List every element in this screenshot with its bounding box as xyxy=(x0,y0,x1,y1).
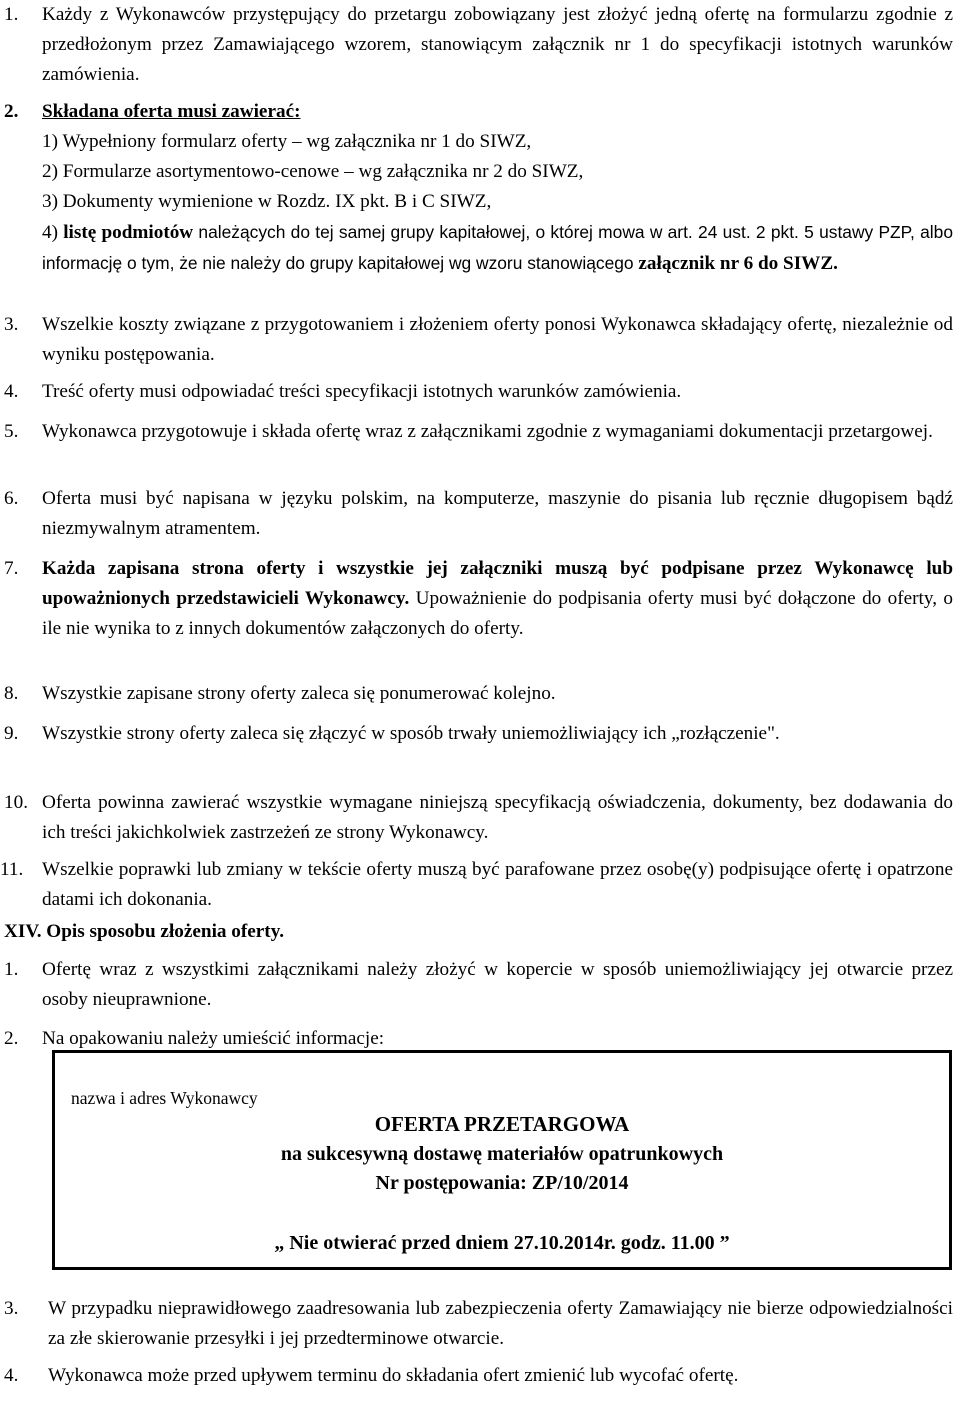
list-item xyxy=(0,719,953,749)
sublist-text: Formularze asortymentowo-cenowe – wg załącznika nr 2 do SIWZ, xyxy=(62,161,584,182)
item-text: Treść oferty musi odpowiadać treści specyfikacji istotnych warunków zamówienia. xyxy=(42,381,682,402)
sublist-number: 4) xyxy=(42,222,58,243)
item-number: 5. xyxy=(4,421,19,442)
item-number: 2. xyxy=(4,101,19,122)
item-text: Wykonawca może przed upływem terminu do składania ofert zmienić lub wycofać ofertę. xyxy=(48,1365,739,1386)
item-text: Wszystkie strony oferty zaleca się złączyć w sposób trwały uniemożliwiający ich „rozłączenie". xyxy=(42,723,780,744)
item-text: Każdy z Wykonawców przystępujący do przetargu zobowiązany jest złożyć jedną ofertę na formularzu zgodnie z przedłożonym przez Zamawiającego wzorem, stanowiącym załącznik nr 1 do specyfikacji istotnych warunków zamówienia. xyxy=(42,4,953,85)
item-number: 3. xyxy=(4,1298,19,1319)
item-text: Oferta powinna zawierać wszystkie wymagane niniejszą specyfikacją oświadczenia, dokumenty, bez dodawania do ich treści jakichkolwiek zastrzeżeń ze strony Wykonawcy. xyxy=(42,792,953,843)
list-item xyxy=(0,679,953,709)
item-text: Wszelkie koszty związane z przygotowaniem i złożeniem oferty ponosi Wykonawca składający ofertę, niezależnie od wyniku postępowania. xyxy=(42,314,953,365)
item-text: Ofertę wraz z wszystkimi załącznikami należy złożyć w kopercie w sposób uniemożliwiający jej otwarcie przez osoby nieuprawnione. xyxy=(42,959,953,1010)
sublist xyxy=(42,127,953,279)
item-text: W przypadku nieprawidłowego zaadresowania lub zabezpieczenia oferty Zamawiający nie bierze odpowiedzialności za złe skierowanie przesyłki i jej przedterminowe otwarcie. xyxy=(48,1298,953,1349)
list-item xyxy=(0,955,953,1015)
item-number: 2. xyxy=(4,1028,19,1049)
sublist-text: Wypełniony formularz oferty – wg załącznika nr 1 do SIWZ, xyxy=(62,131,532,152)
box-subject: na sukcesywną dostawę materiałów opatrunkowych xyxy=(280,1143,724,1165)
item-text: Na opakowaniu należy umieścić informacje: xyxy=(42,1028,385,1049)
list-item xyxy=(0,377,953,407)
item-text: Upoważnienie do podpisania oferty musi być dołączone do oferty, o ile nie wynika to z innych dokumentów załączonych do oferty. xyxy=(42,588,954,639)
sublist-item xyxy=(42,127,953,157)
item-title: Składana oferta musi zawierać: xyxy=(42,101,301,122)
sublist-item xyxy=(42,157,953,187)
sublist-item xyxy=(42,187,953,217)
list-item xyxy=(0,310,953,370)
list-item xyxy=(0,1361,953,1391)
sublist-bold-end: załącznik nr 6 do SIWZ. xyxy=(638,253,838,274)
sublist-number: 3) xyxy=(42,191,58,212)
item-number: 1. xyxy=(4,4,19,25)
item-number: 11. xyxy=(0,859,24,880)
sublist-bold-text: listę podmiotów xyxy=(63,222,194,243)
sublist-text: należących do tej samej grupy kapitałowej, o której mowa w art. 24 ust. 2 pkt. 5 ustawy PZP, albo informację o tym, że nie należy do grupy kapitałowej wg wzoru stanowiącego xyxy=(42,222,954,273)
box-address-label: nazwa i adres Wykonawcy xyxy=(71,1088,258,1108)
item-number: 3. xyxy=(4,314,19,335)
item-number: 1. xyxy=(4,959,19,980)
list-item xyxy=(0,788,953,848)
list-item xyxy=(0,1294,953,1354)
sublist-number: 1) xyxy=(42,131,58,152)
list-item xyxy=(0,417,953,447)
item-number: 4. xyxy=(4,1365,19,1386)
item-number: 10. xyxy=(4,792,28,813)
envelope-label-box xyxy=(52,1050,952,1270)
item-number: 7. xyxy=(4,558,19,579)
item-number: 8. xyxy=(4,683,19,704)
item-number: 9. xyxy=(4,723,19,744)
item-number: 4. xyxy=(4,381,19,402)
item-bold-text: Każda zapisana strona oferty i wszystkie jej załączniki muszą być podpisane przez Wykonawcę lub upoważnionych przedstawicieli Wykonawcy. xyxy=(42,558,953,609)
sublist-text: Dokumenty wymienione w Rozdz. IX pkt. B i C SIWZ, xyxy=(62,191,492,212)
item-text: Wszelkie poprawki lub zmiany w tekście oferty muszą być parafowane przez osobę(y) podpisujące ofertę i opatrzone datami ich dokonania. xyxy=(42,859,953,910)
sublist-number: 2) xyxy=(42,161,58,182)
list-item xyxy=(0,554,953,644)
list-item xyxy=(0,0,953,90)
box-case-number: Nr postępowania: ZP/10/2014 xyxy=(375,1172,629,1194)
list-item xyxy=(0,855,953,915)
box-do-not-open: „ Nie otwierać przed dniem 27.10.2014r. godz. 11.00 ” xyxy=(274,1232,730,1254)
list-item xyxy=(0,484,953,544)
sublist-item xyxy=(42,217,953,279)
item-text: Wszystkie zapisane strony oferty zaleca się ponumerować kolejno. xyxy=(42,683,556,704)
list-item xyxy=(0,97,953,279)
item-text: Wykonawca przygotowuje i składa ofertę wraz z załącznikami zgodnie z wymaganiami dokumentacji przetargowej. xyxy=(42,421,933,442)
section-heading: XIV. Opis sposobu złożenia oferty. xyxy=(4,921,285,942)
item-text: Oferta musi być napisana w języku polskim, na komputerze, maszynie do pisania lub ręcznie długopisem bądź niezmywalnym atramentem. xyxy=(42,488,953,539)
box-title: OFERTA PRZETARGOWA xyxy=(374,1112,630,1136)
item-number: 6. xyxy=(4,488,19,509)
